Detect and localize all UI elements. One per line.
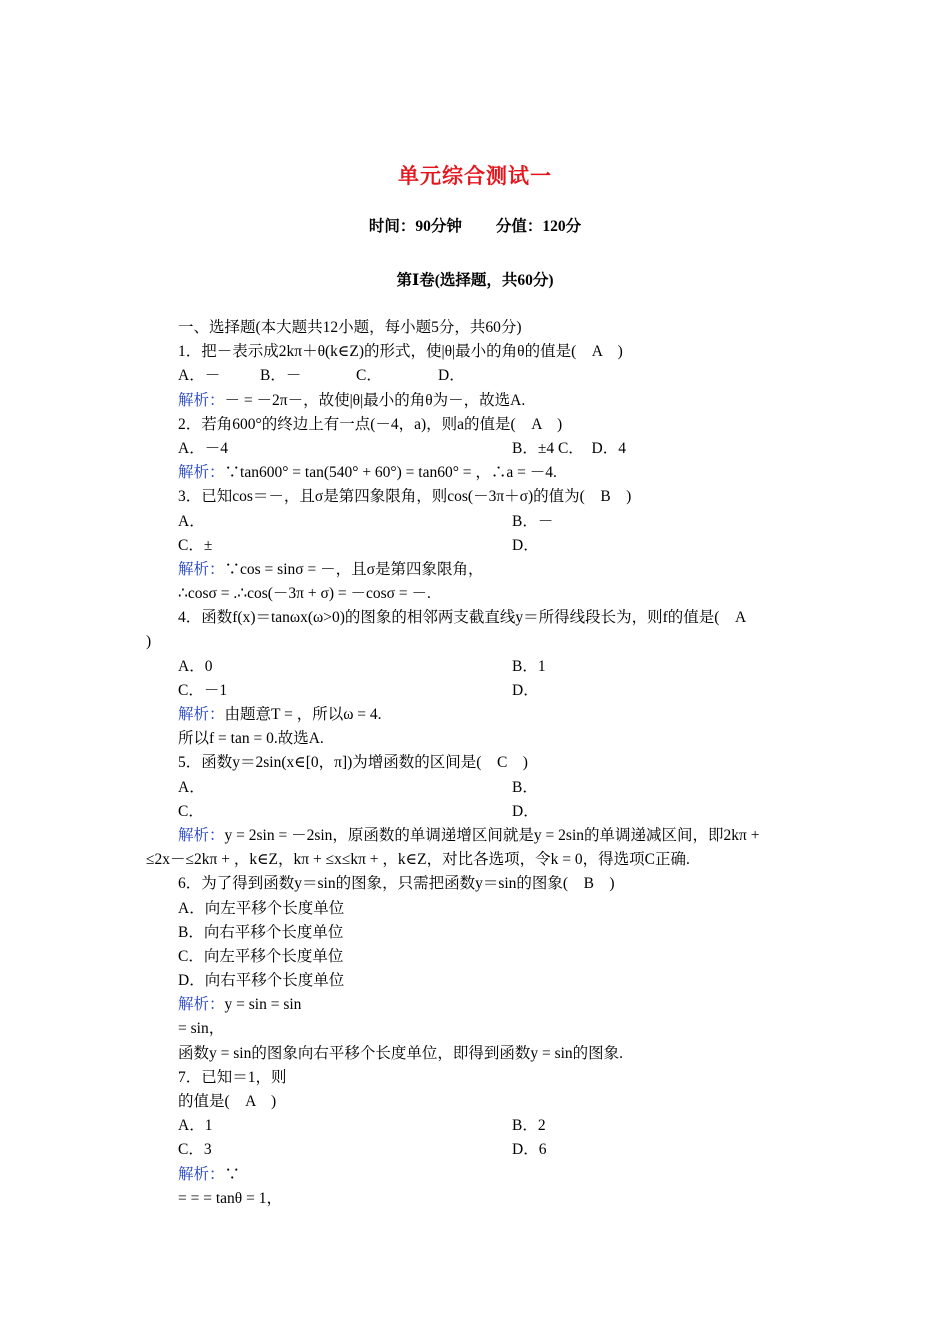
question-7: 7．已知＝1，则 bbox=[178, 1068, 287, 1086]
option-a: A．－ bbox=[178, 367, 221, 385]
solution-label: 解析： bbox=[178, 391, 225, 409]
exam-score: 分值：120分 bbox=[495, 218, 582, 235]
section-heading: 一、选择题(本大题共12小题，每小题5分，共60分) bbox=[178, 319, 522, 336]
question-4-continued: ) bbox=[146, 633, 152, 651]
solution-text: ≤2x－≤2kπ + ，k∈Z，kπ + ≤x≤kπ + ，k∈Z，对比各选项，令k = 0，得选项C正确. bbox=[146, 851, 690, 869]
solution-text: ∵ bbox=[224, 1165, 241, 1183]
option-b: B．2 bbox=[512, 1117, 546, 1135]
option-d: D． bbox=[512, 802, 539, 820]
question-2: 2．若角600°的终边上有一点(－4，a)，则a的值是( A ) bbox=[178, 415, 563, 433]
solution-label: 解析： bbox=[178, 706, 225, 723]
option-c: C．向左平移个长度单位 bbox=[178, 947, 344, 965]
question-4: 4．函数f(x)＝tanωx(ω>0)的图象的相邻两支截直线y＝所得线段长为，则f的值是( A bbox=[178, 609, 747, 627]
solution-text: = = = tanθ = 1， bbox=[178, 1189, 282, 1207]
option-d: D． bbox=[512, 681, 539, 699]
option-a: A．0 bbox=[178, 657, 213, 675]
option-c: C．－1 bbox=[178, 681, 228, 699]
question-6: 6．为了得到函数y＝sin的图象，只需把函数y＝sin的图象( B ) bbox=[178, 875, 615, 893]
solution-label: 解析： bbox=[178, 996, 225, 1014]
page-title: 单元综合测试一 bbox=[398, 164, 552, 188]
solution-line bbox=[146, 389, 812, 413]
solution-line bbox=[146, 703, 812, 727]
solution-line bbox=[146, 1163, 812, 1187]
options-row bbox=[146, 679, 812, 703]
options-row bbox=[146, 1138, 812, 1162]
solution-line bbox=[146, 558, 812, 582]
option-d: D．向右平移个长度单位 bbox=[178, 972, 345, 990]
option-b: B．向右平移个长度单位 bbox=[178, 923, 344, 941]
solution-text: 由题意T = ，所以ω = 4. bbox=[224, 706, 382, 723]
solution-text: 函数y = sin的图象向右平移个长度单位，即得到函数y = sin的图象. bbox=[178, 1044, 624, 1062]
solution-label: 解析： bbox=[178, 560, 225, 578]
option-b: B． bbox=[512, 778, 538, 796]
part-heading: 第Ⅰ卷(选择题，共60分) bbox=[396, 272, 554, 289]
option-b: B．1 bbox=[512, 657, 546, 675]
question-3: 3．已知cos＝－，且σ是第四象限角，则cos(－3π＋σ)的值为( B ) bbox=[178, 488, 632, 506]
solution-text: = sin， bbox=[178, 1020, 225, 1038]
solution-text: y = 2sin = －2sin，原函数的单调递增区间就是y = 2sin的单调递减区间，即2kπ + bbox=[224, 826, 760, 844]
solution-line bbox=[146, 993, 812, 1017]
options-row bbox=[146, 534, 812, 558]
solution-label: 解析： bbox=[178, 826, 225, 844]
exam-time: 时间：90分钟 bbox=[368, 218, 462, 235]
options-row bbox=[146, 510, 812, 534]
options-row bbox=[146, 655, 812, 679]
solution-label: 解析： bbox=[178, 464, 225, 482]
solution-text: ∴cosσ = .∴cos(－3π + σ) = －cosσ = －. bbox=[178, 585, 431, 603]
solution-text: 所以f = tan = 0.故选A. bbox=[178, 730, 324, 748]
option-b: B．－ bbox=[260, 367, 302, 385]
question-1: 1．把－表示成2kπ＋θ(k∈Z)的形式，使|θ|最小的角θ的值是( A ) bbox=[178, 343, 623, 361]
option-c: C． bbox=[178, 802, 204, 820]
options-row bbox=[146, 364, 812, 388]
option-a: A．－4 bbox=[178, 439, 228, 457]
option-c: C．± bbox=[178, 536, 213, 554]
option-d: D． bbox=[512, 536, 539, 554]
option-a: A．向左平移个长度单位 bbox=[178, 899, 345, 917]
options-row bbox=[146, 800, 812, 824]
solution-text: ∵cos = sinσ = －，且σ是第四象限角， bbox=[224, 560, 484, 578]
solution-line bbox=[146, 461, 812, 485]
option-a: A． bbox=[178, 778, 205, 796]
exam-meta bbox=[0, 214, 950, 236]
document-body bbox=[146, 316, 812, 1211]
question-7-continued: 的值是( A ) bbox=[178, 1093, 277, 1110]
solution-text: y = sin = sin bbox=[224, 996, 302, 1014]
option-a: A． bbox=[178, 512, 205, 530]
option-d: D． bbox=[438, 367, 465, 385]
question-5: 5．函数y＝2sin(x∈[0，π])为增函数的区间是( C ) bbox=[178, 754, 528, 772]
options-row bbox=[146, 1114, 812, 1138]
options-row bbox=[146, 776, 812, 800]
options-row bbox=[146, 437, 812, 461]
option-b: B．±4 C． D．4 bbox=[512, 439, 627, 457]
option-d: D．6 bbox=[512, 1141, 547, 1159]
option-a: A．1 bbox=[178, 1117, 213, 1135]
option-c: C．3 bbox=[178, 1141, 212, 1159]
option-b: B．－ bbox=[512, 512, 554, 530]
option-c: C． bbox=[356, 367, 382, 385]
solution-label: 解析： bbox=[178, 1165, 225, 1183]
solution-line bbox=[146, 824, 812, 848]
solution-text: ∵tan600° = tan(540° + 60°) = tan60° = ，∴a = －4. bbox=[224, 464, 557, 482]
solution-text: － = －2π－，故使|θ|最小的角θ为－，故选A. bbox=[224, 391, 526, 409]
